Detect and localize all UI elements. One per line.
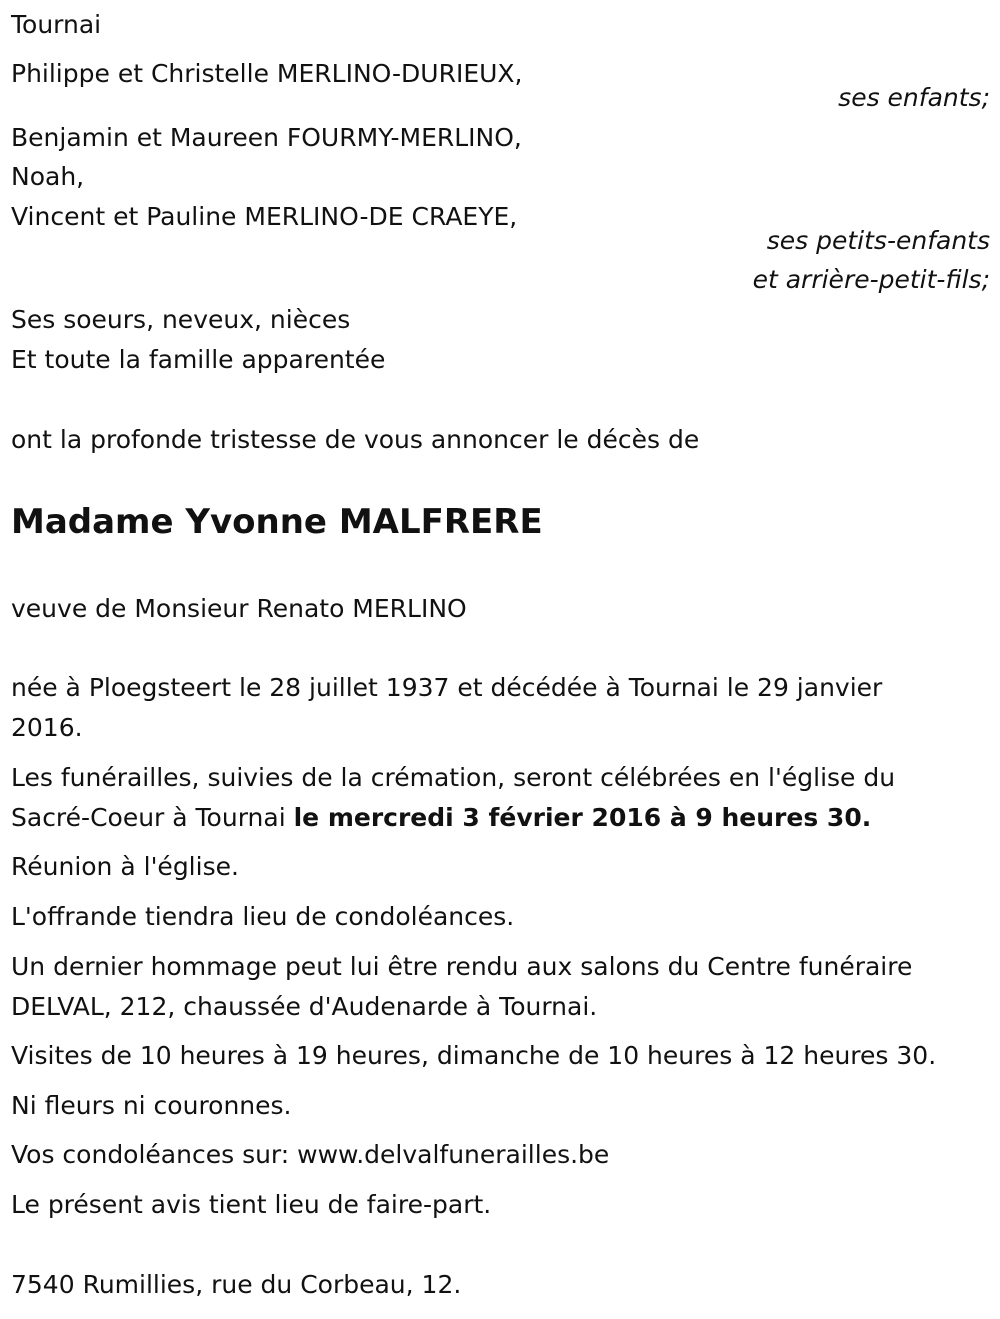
grandchildren-role-1: ses petits-enfants xyxy=(766,226,990,255)
funeral-line-1: Les funérailles, suivies de la crémation, seront célébrées en l'église du xyxy=(11,763,896,792)
offering-text: L'offrande tiendra lieu de condoléances. xyxy=(11,902,515,931)
meeting-text: Réunion à l'église. xyxy=(11,852,239,881)
birth-death-line-2: 2016. xyxy=(11,713,83,742)
grandchild-line-3: Vincent et Pauline MERLINO-DE CRAEYE, xyxy=(11,202,518,231)
notice-text: Le présent avis tient lieu de faire-part. xyxy=(11,1190,492,1219)
grandchild-line-2: Noah, xyxy=(11,162,85,191)
funeral-line-2 xyxy=(11,803,871,833)
city-label: Tournai xyxy=(11,10,102,39)
address-text: 7540 Rumillies, rue du Corbeau, 12. xyxy=(11,1270,462,1299)
funeral-place-text: Sacré-Coeur à Tournai xyxy=(11,803,294,832)
homage-line-1: Un dernier hommage peut lui être rendu aux salons du Centre funéraire xyxy=(11,952,913,981)
funeral-date-text: le mercredi 3 février 2016 à 9 heures 30. xyxy=(293,803,872,832)
children-line: Philippe et Christelle MERLINO-DURIEUX, xyxy=(11,59,523,88)
visits-text: Visites de 10 heures à 19 heures, dimanche de 10 heures à 12 heures 30. xyxy=(11,1041,937,1070)
grandchildren-role-2: et arrière-petit-fils; xyxy=(752,265,990,294)
others-line-2: Et toute la famille apparentée xyxy=(11,345,386,374)
announcement-text: ont la profonde tristesse de vous annoncer le décès de xyxy=(11,425,700,454)
widow-of-text: veuve de Monsieur Renato MERLINO xyxy=(11,594,467,623)
homage-line-2: DELVAL, 212, chaussée d'Audenarde à Tournai. xyxy=(11,992,598,1021)
flowers-text: Ni fleurs ni couronnes. xyxy=(11,1091,292,1120)
children-role: ses enfants; xyxy=(838,83,990,112)
birth-death-line-1: née à Ploegsteert le 28 juillet 1937 et décédée à Tournai le 29 janvier xyxy=(11,673,883,702)
grandchild-line-1: Benjamin et Maureen FOURMY-MERLINO, xyxy=(11,123,522,152)
others-line-1: Ses soeurs, neveux, nièces xyxy=(11,305,351,334)
deceased-name: Madame Yvonne MALFRERE xyxy=(11,502,543,542)
condolences-text: Vos condoléances sur: www.delvalfunerailles.be xyxy=(11,1140,610,1169)
